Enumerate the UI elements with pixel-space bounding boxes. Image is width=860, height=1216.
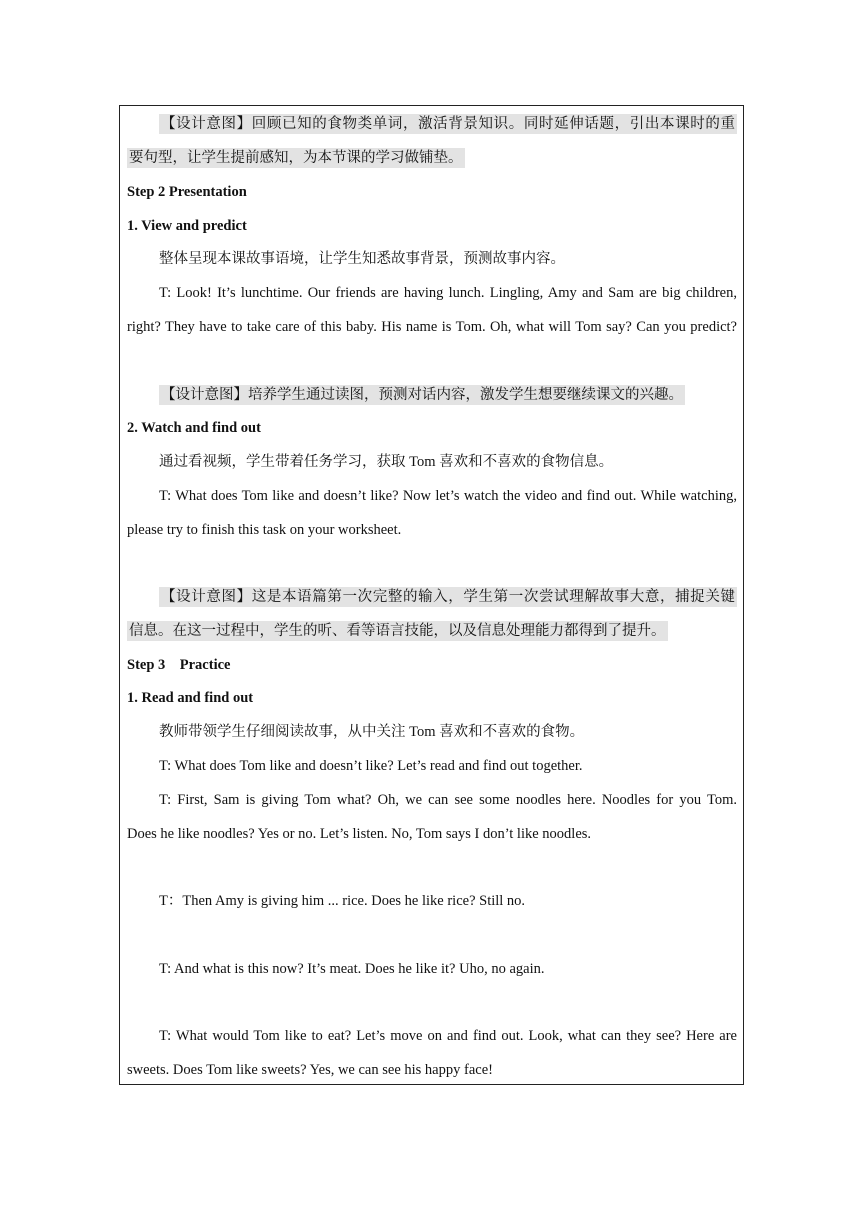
watch-find-title: 2. Watch and find out	[127, 420, 261, 436]
view-predict-title: 1. View and predict	[127, 218, 247, 234]
lesson-plan-box	[119, 105, 744, 1085]
design-intent-text: 信息。在这一过程中，学生的听、看等语言技能，以及信息处理能力都得到了提升。	[129, 623, 666, 639]
view-predict-teacher-line1: T: Look! It’s lunchtime. Our friends are having lunch. Lingling, Amy and Sam are big children,	[159, 285, 737, 301]
step3-heading: Step 3 Practice	[127, 657, 231, 673]
read-find-teacher-5-line2: sweets. Does Tom like sweets? Yes, we can see his happy face!	[127, 1062, 493, 1078]
view-predict-teacher-line2: right? They have to take care of this baby. His name is Tom. Oh, what will Tom say? Can you predict?	[127, 319, 737, 335]
read-find-teacher-2-line1: T: First, Sam is giving Tom what? Oh, we can see some noodles here. Noodles for you Tom.	[159, 792, 737, 808]
watch-find-desc: 通过看视频，学生带着任务学习，获取 Tom 喜欢和不喜欢的食物信息。	[159, 454, 614, 470]
read-find-teacher-5-line1: T: What would Tom like to eat? Let’s move on and find out. Look, what can they see? Here are	[159, 1028, 737, 1044]
view-predict-desc: 整体呈现本课故事语境，让学生知悉故事背景，预测故事内容。	[159, 251, 565, 267]
read-find-title: 1. Read and find out	[127, 690, 254, 706]
read-find-desc: 教师带领学生仔细阅读故事，从中关注 Tom 喜欢和不喜欢的食物。	[159, 724, 585, 740]
design-intent-3-line2	[127, 621, 737, 641]
step2-heading: Step 2 Presentation	[127, 184, 247, 200]
design-intent-1-line2	[127, 148, 737, 168]
watch-find-teacher-line1: T: What does Tom like and doesn’t like? Now let’s watch the video and find out. While watching,	[159, 488, 737, 504]
design-intent-1-line1	[127, 114, 737, 134]
watch-find-teacher-line2: please try to finish this task on your worksheet.	[127, 522, 402, 538]
design-intent-text: 【设计意图】这是本语篇第一次完整的输入，学生第一次尝试理解故事大意，捕捉关键	[161, 589, 735, 605]
design-intent-text: 【设计意图】回顾已知的食物类单词，激活背景知识。同时延伸话题，引出本课时的重	[161, 116, 735, 132]
read-find-teacher-4: T: And what is this now? It’s meat. Does he like it? Uho, no again.	[159, 961, 545, 977]
read-find-teacher-1: T: What does Tom like and doesn’t like? Let’s read and find out together.	[159, 758, 583, 774]
design-intent-text: 要句型，让学生提前感知，为本节课的学习做铺垫。	[129, 150, 463, 166]
design-intent-2	[127, 385, 737, 405]
design-intent-text: 【设计意图】培养学生通过读图，预测对话内容，激发学生想要继续课文的兴趣。	[161, 387, 683, 403]
read-find-teacher-2-line2: Does he like noodles? Yes or no. Let’s listen. No, Tom says I don’t like noodles.	[127, 826, 592, 842]
design-intent-3-line1	[127, 587, 737, 607]
read-find-teacher-3: T：Then Amy is giving him ... rice. Does he like rice? Still no.	[159, 893, 526, 909]
